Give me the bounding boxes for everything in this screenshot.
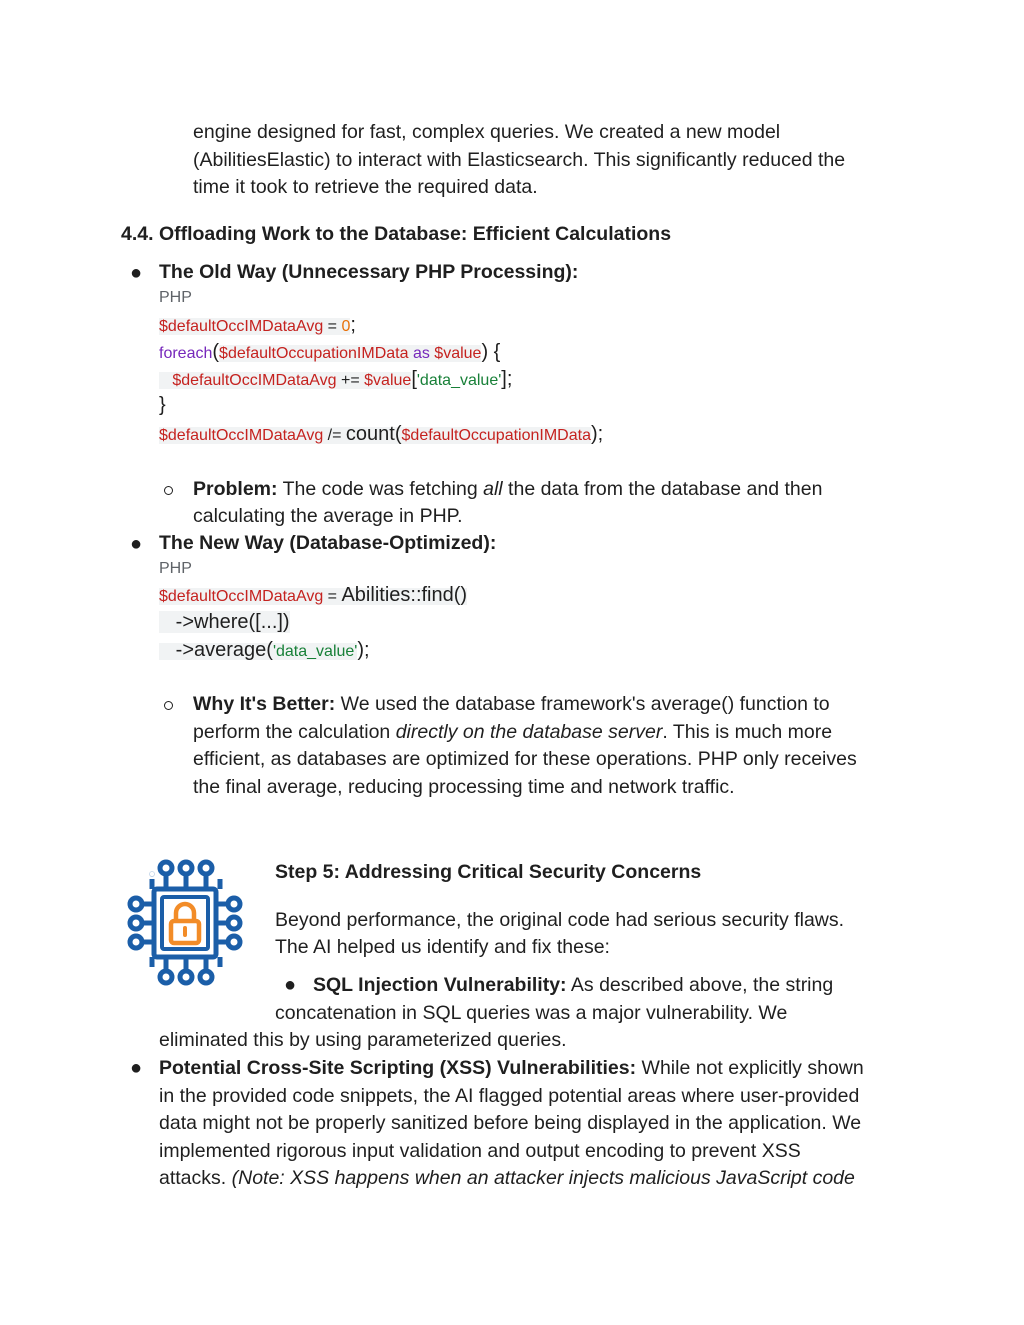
intro-line-3: time it took to retrieve the required data.: [193, 176, 538, 198]
intro-line-2: (AbilitiesElastic) to interact with Elasticsearch. This significantly reduced the: [193, 149, 846, 171]
xss-line-3: data might not be properly sanitized before being displayed in the application. We: [159, 1112, 862, 1134]
new-way-title: The New Way (Database-Optimized):: [159, 532, 497, 554]
problem-line-2: calculating the average in PHP.: [193, 505, 463, 527]
bullet-icon: ●: [284, 974, 297, 996]
problem-line-1: Problem: The code was fetching all the data from the database and then: [193, 478, 823, 500]
old-way-title: The Old Way (Unnecessary PHP Processing):: [159, 261, 579, 283]
bullet-icon: ●: [130, 533, 143, 555]
code-line: $defaultOccIMDataAvg += $value['data_value'];: [159, 368, 512, 391]
step5-para-line-2: The AI helped us identify and fix these:: [275, 936, 610, 958]
xss-line-5: attacks. (Note: XSS happens when an attacker injects malicious JavaScript code: [159, 1167, 855, 1189]
why-line-2: perform the calculation directly on the database server. This is much more: [193, 721, 833, 743]
sub-bullet-icon: [164, 486, 173, 495]
xss-line-2: in the provided code snippets, the AI flagged potential areas where user-provided: [159, 1085, 860, 1107]
xss-line-4: implemented rigorous input validation and output encoding to prevent XSS: [159, 1140, 801, 1162]
bullet-icon: ●: [130, 1057, 143, 1079]
code-lang-label: PHP: [159, 289, 192, 306]
code-line: }: [159, 394, 166, 416]
code-line: $defaultOccIMDataAvg = Abilities::find(): [159, 584, 468, 606]
sub-bullet-icon: [164, 701, 173, 710]
code-line: ->average('data_value');: [159, 639, 370, 661]
why-line-1: Why It's Better: We used the database framework's average() function to: [193, 693, 830, 715]
step5-heading: Step 5: Addressing Critical Security Concerns: [275, 861, 702, 883]
intro-line-1: engine designed for fast, complex queries. We created a new model: [193, 121, 781, 143]
section-heading: 4.4. Offloading Work to the Database: Efficient Calculations: [121, 223, 672, 245]
code-line: $defaultOccIMDataAvg = 0;: [159, 314, 356, 336]
code-line: foreach($defaultOccupationIMData as $value) {: [159, 341, 501, 363]
step5-para-line-1: Beyond performance, the original code had serious security flaws.: [275, 909, 845, 931]
bullet-icon: ●: [130, 262, 143, 284]
why-line-4: the final average, reducing processing time and network traffic.: [193, 776, 735, 798]
sql-line-3: eliminated this by using parameterized queries.: [159, 1029, 567, 1051]
code-line: ->where([...]): [159, 611, 290, 633]
code-lang-label: PHP: [159, 560, 192, 577]
chip-lock-icon: [126, 857, 244, 989]
code-line: $defaultOccIMDataAvg /= count($defaultOccupationIMData);: [159, 423, 604, 445]
sql-line-1: SQL Injection Vulnerability: As described above, the string: [313, 974, 834, 996]
why-line-3: efficient, as databases are optimized for these operations. PHP only receives: [193, 748, 857, 770]
sql-line-2: concatenation in SQL queries was a major vulnerability. We: [275, 1002, 788, 1024]
xss-line-1: Potential Cross-Site Scripting (XSS) Vulnerabilities: While not explicitly shown: [159, 1057, 864, 1079]
